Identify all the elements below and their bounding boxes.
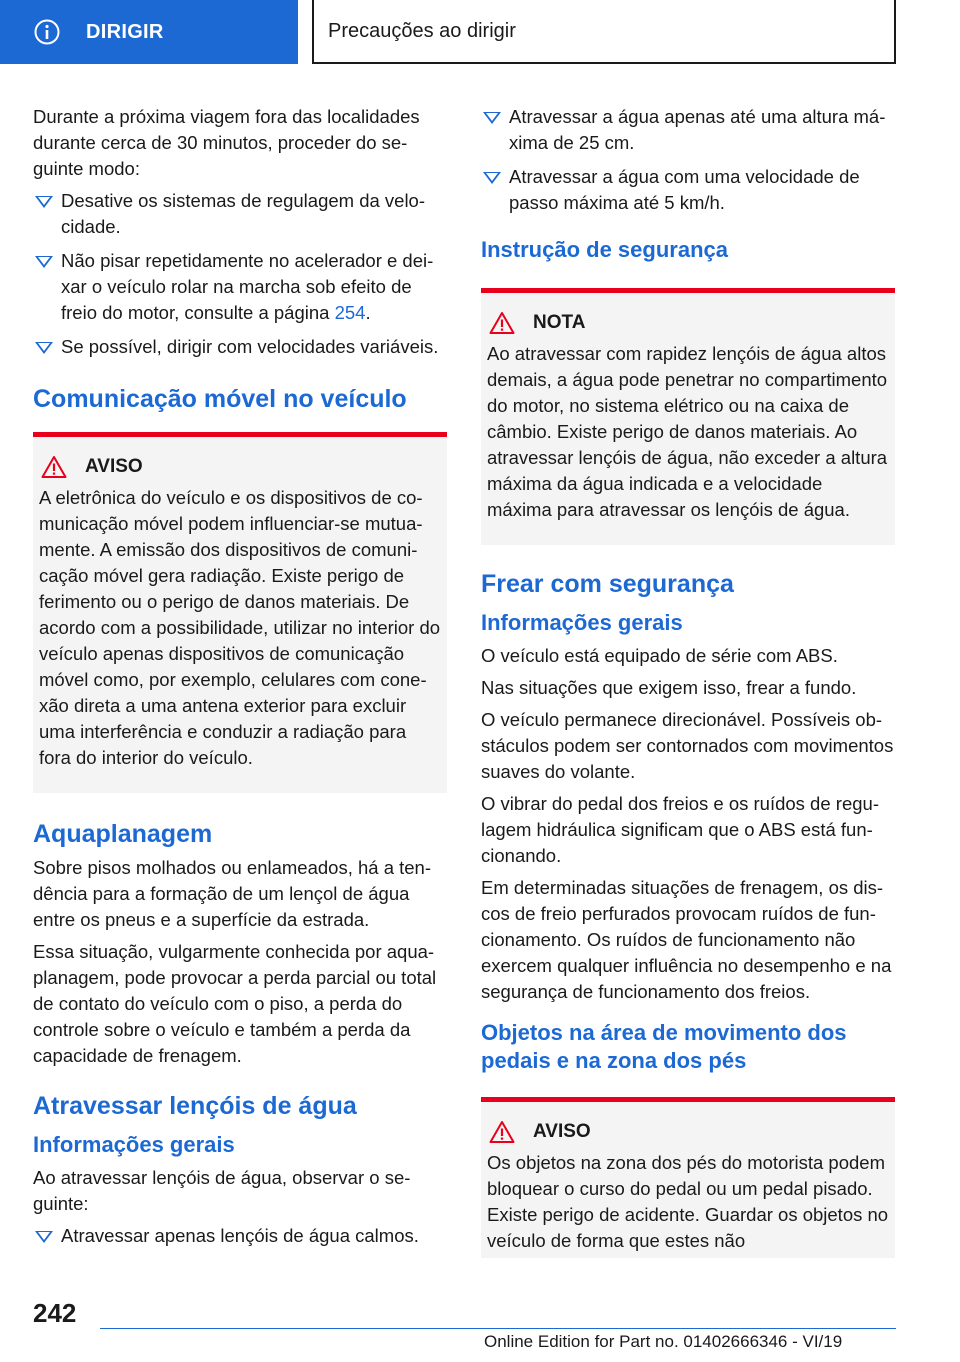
header-section-label: DIRIGIR (86, 20, 164, 43)
header-section-tab (0, 0, 298, 64)
warning-triangle-icon (489, 311, 515, 335)
heading-pedal-objects: Objetos na área de movimento dos pedais e na zona dos pés (481, 1020, 847, 1073)
right-bullet-list (481, 104, 895, 216)
triangle-bullet-icon (35, 196, 53, 208)
footer-divider (100, 1328, 896, 1329)
aquaplaning-paragraph-1: Sobre pisos molhados ou enlameados, há a tendência para a formação de um lençol de água entre os pneus e a superfície da estrada. (33, 857, 432, 930)
list-item: Se possível, dirigir com velocidades variáveis. (33, 334, 447, 360)
warning-box-aviso (33, 432, 447, 793)
notice-text: Ao atravessar com rapidez lençóis de água altos demais, a água pode penetrar no compartimento do motor, no sistema elétrico ou na caixa de câmbio. Existe perigo de danos materiais. Ao atravessar lençóis de água, não exceder a altura máxima da água indicada e a velocidade máxima para atravessar os lençóis de água. (487, 343, 888, 520)
subheading-general-info: Informações gerais (481, 610, 683, 635)
braking-paragraph-5: Em determinadas situações de frenagem, os discos de freio perfurados provocam ruídos de funcionamento. Os ruídos de funcionamento não exercem qualquer influência no desempenho e na segurança de funcionamento dos freios. (481, 877, 892, 1002)
heading-aquaplaning: Aquaplanagem (33, 820, 213, 848)
heading-crossing-water: Atravessar lençóis de água (33, 1092, 357, 1120)
info-icon (34, 19, 60, 45)
warning-label: AVISO (533, 1121, 591, 1142)
heading-safety-instruction: Instrução de segurança (481, 237, 728, 262)
page-reference-link[interactable]: 254 (334, 302, 366, 323)
list-item: Atravessar a água com uma velocidade de passo máxima até 5 km/h. (481, 164, 895, 216)
aquaplaning-paragraph-2: Essa situação, vulgarmente conhecida por aquaplanagem, pode provocar a perda parcial ou total de contato do veículo com o piso, a perda do controle sobre o veículo e também a perda da capacidade de frenagem. (33, 941, 437, 1066)
warning-triangle-icon (489, 1120, 515, 1144)
water-bullet-list (33, 1223, 447, 1249)
left-column (33, 104, 447, 1257)
subheading-general-info: Informações gerais (33, 1132, 235, 1157)
list-item: Não pisar repetidamente no acelerador e deixar o veículo rolar na marcha sob efeito de freio do motor, consulte a página 254. (33, 248, 447, 326)
page-number: 242 (33, 1298, 77, 1328)
triangle-bullet-icon (483, 172, 501, 184)
braking-paragraph-1: O veículo está equipado de série com ABS. (481, 645, 838, 666)
warning-text: Os objetos na zona dos pés do motorista podem bloquear o curso do pedal ou um pedal pisado. Existe perigo de acidente. Guardar os objetos no veículo de forma que estes não (487, 1152, 889, 1251)
warning-label: AVISO (85, 456, 143, 477)
right-column (481, 104, 895, 1276)
braking-paragraph-2: Nas situações que exigem isso, frear a fundo. (481, 677, 857, 698)
notice-box-nota (481, 288, 895, 545)
crossing-water-intro: Ao atravessar lençóis de água, observar o seguinte: (33, 1167, 411, 1214)
braking-paragraph-3: O veículo permanece direcionável. Possíveis obstáculos podem ser contornados com movimentos suaves do volante. (481, 709, 894, 782)
heading-mobile-communication: Comunicação móvel no veículo (33, 385, 407, 413)
list-item: Atravessar apenas lençóis de água calmos. (33, 1223, 447, 1249)
header-title-box (312, 0, 896, 64)
list-item: Desative os sistemas de regulagem da velocidade. (33, 188, 447, 240)
header-title: Precauções ao dirigir (328, 19, 516, 42)
warning-triangle-icon (41, 455, 67, 479)
triangle-bullet-icon (35, 1231, 53, 1243)
triangle-bullet-icon (483, 112, 501, 124)
warning-text: A eletrônica do veículo e os dispositivos de comunicação móvel podem influenciar-se mutuamente. A emissão dos dispositivos de comunicação móvel gera radiação. Existe perigo de ferimento ou o perigo de danos materiais. De acordo com a possibilidade, utilizar no interior do veículo apenas dispositivos de comunicação móvel como, por exemplo, celulares com conexão direta a uma antena exterior para excluir uma interferência e conduzir a radiação para fora do interior do veículo. (39, 487, 441, 768)
warning-box-aviso-pedals (481, 1097, 895, 1258)
left-bullet-list (33, 188, 447, 360)
triangle-bullet-icon (35, 342, 53, 354)
heading-braking-safely: Frear com segurança (481, 570, 734, 598)
intro-paragraph: Durante a próxima viagem fora das localidades durante cerca de 30 minutos, proceder do seguinte modo: (33, 106, 420, 179)
list-item: Atravessar a água apenas até uma altura máxima de 25 cm. (481, 104, 895, 156)
braking-paragraph-4: O vibrar do pedal dos freios e os ruídos de regulagem hidráulica significam que o ABS está funcionando. (481, 793, 879, 866)
triangle-bullet-icon (35, 256, 53, 268)
footer-edition: Online Edition for Part no. 01402666346 - VI/19 (484, 1332, 843, 1351)
notice-label: NOTA (533, 312, 586, 333)
